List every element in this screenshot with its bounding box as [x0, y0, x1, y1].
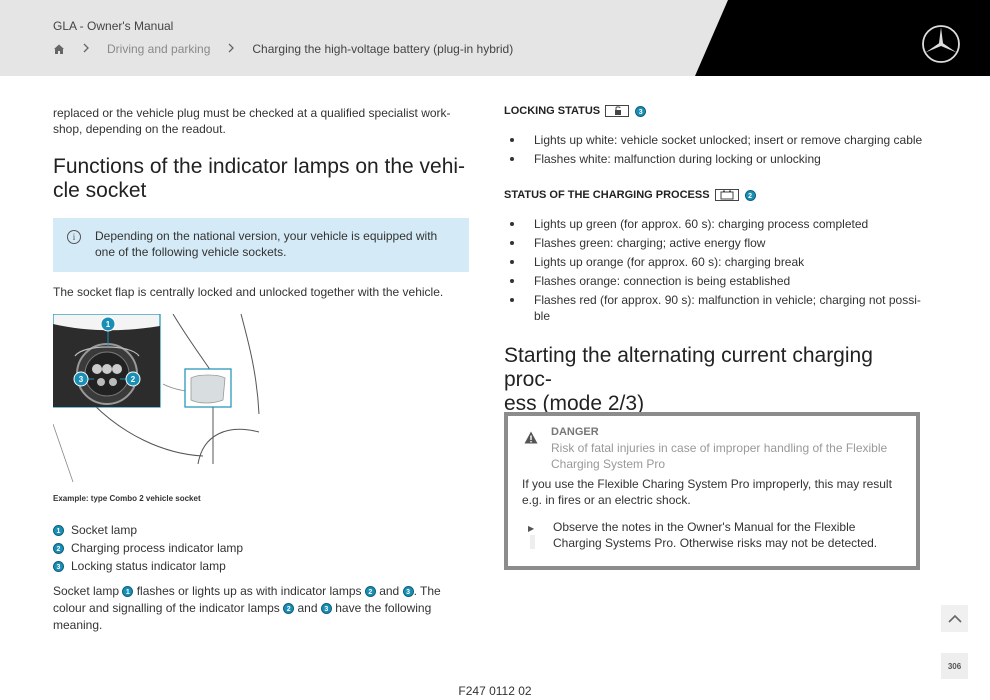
callout-number-badge: 2 — [283, 603, 294, 614]
figure-caption: Example: type Combo 2 vehicle socket — [53, 494, 201, 503]
intro-paragraph — [53, 105, 469, 137]
list-item-line: ble — [534, 309, 551, 323]
info-icon: i — [67, 230, 81, 244]
danger-notice — [504, 412, 920, 570]
danger-body-line: e.g. in fires or an electric shock. — [522, 493, 691, 507]
meaning-text: and — [379, 584, 400, 598]
meaning-text: have the following — [335, 601, 432, 615]
danger-body-line: If you use the Flexible Charing System Pro improperly, this may result — [522, 477, 892, 491]
danger-body — [522, 476, 902, 508]
callout-number-badge: 1 — [122, 586, 133, 597]
list-item — [504, 292, 924, 324]
info-note — [53, 218, 469, 272]
meaning-text: flashes or lights up as with indicator lamps — [136, 584, 362, 598]
mercedes-star-icon[interactable] — [921, 24, 961, 64]
callout-number-badge: 3 — [635, 106, 646, 117]
scroll-to-top-button[interactable] — [941, 605, 968, 632]
app-title: GLA - Owner's Manual — [53, 19, 174, 33]
danger-subtitle-line: Risk of fatal injuries in case of improper handling of the Flexible — [551, 441, 888, 455]
svg-text:3: 3 — [78, 375, 84, 384]
svg-text:2: 2 — [130, 375, 136, 384]
heading-line: cle socket — [53, 179, 147, 202]
meaning-paragraph — [53, 583, 469, 634]
legend-item — [53, 521, 469, 539]
list-item: Lights up orange (for approx. 60 s): charging break — [504, 254, 924, 270]
legend-label: Socket lamp — [71, 523, 138, 537]
callout-number-badge: 3 — [53, 561, 64, 572]
locking-status-list — [504, 132, 924, 167]
flap-paragraph: The socket flap is centrally locked and unlocked together with the vehicle. — [53, 285, 444, 299]
warning-triangle-icon — [524, 431, 538, 444]
meaning-text: colour and signalling of the indicator lamps — [53, 601, 280, 615]
danger-subtitle — [551, 440, 902, 472]
intro-line: replaced or the vehicle plug must be checked at a qualified specialist work- — [53, 106, 451, 120]
legend-item — [53, 539, 469, 557]
legend-item — [53, 557, 469, 575]
charging-status-label — [504, 189, 924, 201]
vehicle-socket-illustration — [53, 314, 261, 482]
instruction-line: Observe the notes in the Owner's Manual for the Flexible — [553, 520, 856, 534]
heading-line: Starting the alternating current charging proc- — [504, 344, 873, 391]
callout-number-badge: 2 — [745, 190, 756, 201]
locking-status-label — [504, 105, 924, 117]
breadcrumb-driving-and-parking[interactable]: Driving and parking — [107, 42, 211, 56]
chevron-right-icon — [81, 42, 91, 56]
locking-status-title: LOCKING STATUS — [504, 105, 601, 117]
meaning-text: meaning. — [53, 618, 103, 632]
page-number-badge[interactable]: 306 — [941, 653, 968, 679]
breadcrumb — [53, 42, 513, 56]
legend-label: Charging process indicator lamp — [71, 541, 244, 555]
list-item: Flashes green: charging; active energy flow — [504, 235, 924, 251]
heading-line: ess (mode 2/3) — [504, 392, 645, 415]
list-item: Lights up white: vehicle socket unlocked; insert or remove charging cable — [504, 132, 924, 148]
battery-status-icon — [715, 189, 739, 201]
arrow-right-icon: ▶ — [528, 524, 535, 533]
chevron-right-icon — [226, 42, 236, 56]
breadcrumb-current-page: Charging the high-voltage battery (plug-in hybrid) — [252, 42, 514, 56]
list-item: Flashes white: malfunction during locking or unlocking — [504, 151, 924, 167]
legend-label: Locking status indicator lamp — [71, 559, 226, 573]
home-icon[interactable] — [53, 43, 65, 55]
chevron-up-icon — [948, 614, 962, 624]
list-item: Flashes orange: connection is being established — [504, 273, 924, 289]
callout-3 — [74, 372, 88, 386]
callout-1 — [101, 317, 115, 331]
list-item-line: Flashes red (for approx. 90 s): malfunction in vehicle; charging not possi- — [534, 293, 921, 307]
meaning-text: and — [297, 601, 318, 615]
charging-status-list — [504, 216, 924, 324]
left-column — [53, 105, 469, 634]
list-item: Lights up green (for approx. 60 s): charging process completed — [504, 216, 924, 232]
callout-number-badge: 1 — [53, 525, 64, 536]
logo-panel — [0, 0, 990, 76]
intro-line: shop, depending on the readout. — [53, 122, 226, 136]
svg-text:1: 1 — [105, 320, 111, 329]
callout-number-badge: 2 — [53, 543, 64, 554]
heading-line: Functions of the indicator lamps on the vehi- — [53, 155, 466, 178]
danger-subtitle-line: Charging System Pro — [551, 457, 666, 471]
right-column — [504, 105, 924, 550]
meaning-text: Socket lamp — [53, 584, 120, 598]
callout-number-badge: 3 — [403, 586, 414, 597]
instruction-marker — [530, 535, 535, 549]
callout-2 — [126, 372, 140, 386]
section-heading-indicator-lamps — [53, 155, 469, 203]
info-line: Depending on the national version, your vehicle is equipped with — [95, 229, 438, 243]
callout-legend — [53, 521, 469, 575]
charging-status-title: STATUS OF THE CHARGING PROCESS — [504, 189, 710, 201]
callout-number-badge: 2 — [365, 586, 376, 597]
danger-instruction — [522, 519, 902, 551]
meaning-text: . The — [413, 584, 441, 598]
lock-status-icon — [605, 105, 629, 117]
info-line: one of the following vehicle sockets. — [95, 245, 287, 259]
instruction-line: Charging Systems Pro. Otherwise risks may not be detected. — [553, 536, 878, 550]
section-heading-ac-charging — [504, 344, 924, 416]
danger-title: DANGER — [551, 426, 599, 438]
callout-number-badge: 3 — [321, 603, 332, 614]
document-code: F247 0112 02 — [458, 684, 532, 698]
